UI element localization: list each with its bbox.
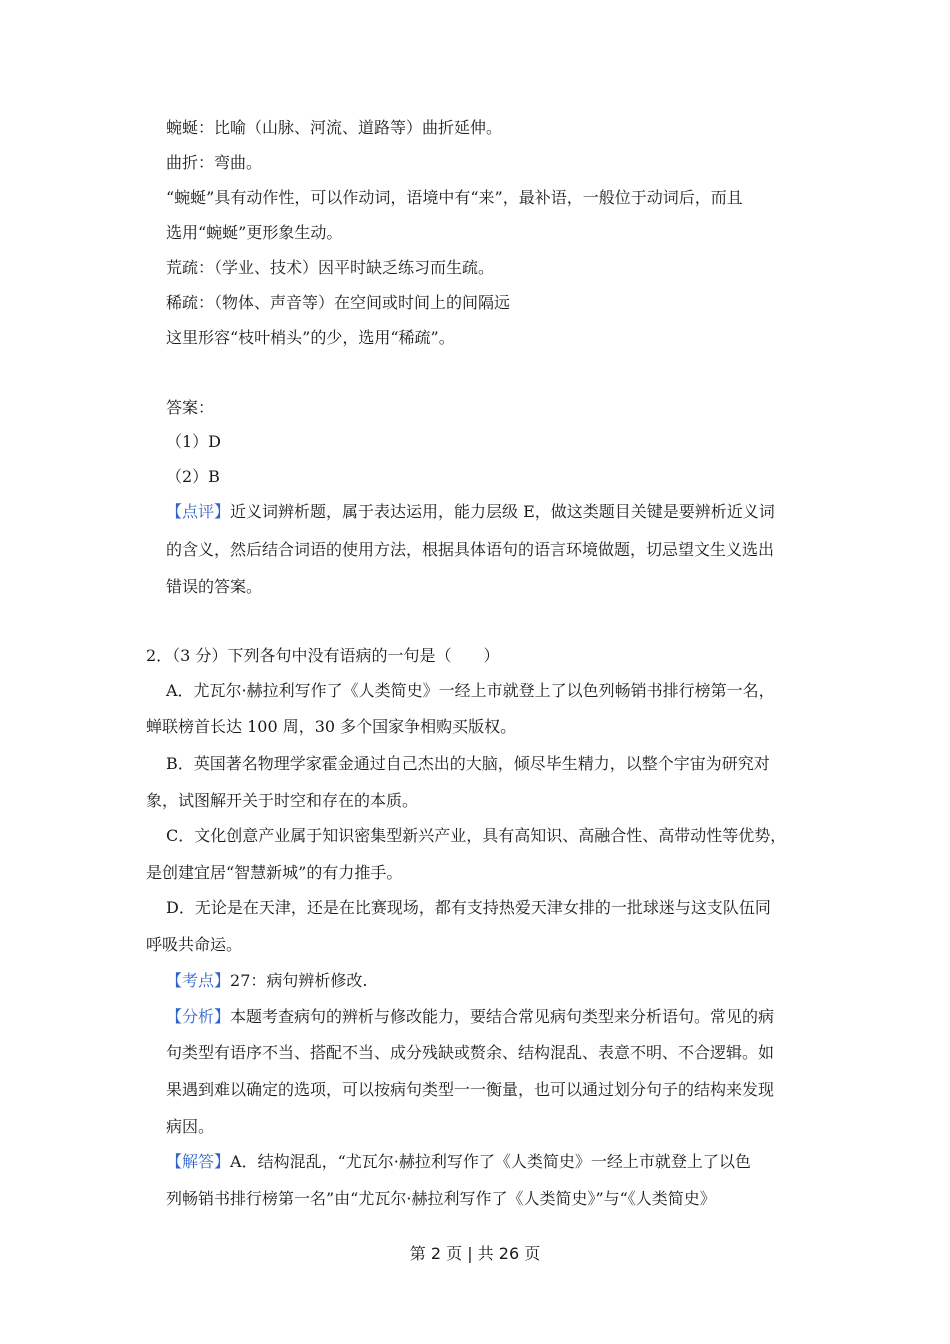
text-line: 稀疏：（物体、声音等）在空间或时间上的间隔远 xyxy=(166,293,511,312)
option-d-line2: 呼吸共命运。 xyxy=(146,935,243,954)
kaodian-tag: 【考点】 xyxy=(166,971,231,990)
jieda-line xyxy=(166,1151,751,1173)
text-line: 这里形容“枝叶梢头”的少，选用“稀疏”。 xyxy=(166,328,455,347)
answer-item: （2）B xyxy=(166,467,220,486)
comment-line: 的含义，然后结合词语的使用方法，根据具体语句的语言环境做题，切忌望文生义选出 xyxy=(166,540,775,559)
text-line: 蜿蜒：比喻（山脉、河流、道路等）曲折延伸。 xyxy=(166,118,503,137)
option-d-line1: D．无论是在天津，还是在比赛现场，都有支持热爱天津女排的一批球迷与这支队伍同 xyxy=(166,898,771,917)
question-stem: 2．（3 分）下列各句中没有语病的一句是（ ） xyxy=(146,646,500,665)
jieda-text: A．结构混乱，“尤瓦尔·赫拉利写作了《人类简史》一经上市就登上了以色 xyxy=(230,1152,751,1171)
text-line: 选用“蜿蜒”更形象生动。 xyxy=(166,223,343,242)
jieda-line: 列畅销书排行榜第一名”由“尤瓦尔·赫拉利写作了《人类简史》”与“《人类简史》 xyxy=(166,1189,716,1208)
jieda-tag: 【解答】 xyxy=(166,1152,231,1171)
comment-line: 错误的答案。 xyxy=(166,577,263,596)
fenxi-text: 本题考查病句的辨析与修改能力，要结合常见病句类型来分析语句。常见的病 xyxy=(230,1007,775,1026)
fenxi-line: 病因。 xyxy=(166,1117,215,1136)
option-a-line1: A．尤瓦尔·赫拉利写作了《人类简史》一经上市就登上了以色列畅销书排行榜第一名， xyxy=(166,681,775,700)
option-b-line1: B．英国著名物理学家霍金通过自己杰出的大脑，倾尽毕生精力，以整个宇宙为研究对 xyxy=(166,754,770,773)
option-b-line2: 象，试图解开关于时空和存在的本质。 xyxy=(146,791,419,810)
fenxi-line: 句类型有语序不当、搭配不当、成分残缺或赘余、结构混乱、表意不明、不合逻辑。如 xyxy=(166,1043,775,1062)
fenxi-line: 果遇到难以确定的选项，可以按病句类型一一衡量，也可以通过划分句子的结构来发现 xyxy=(166,1080,775,1099)
fenxi-line xyxy=(166,1006,774,1028)
answer-label: 答案： xyxy=(166,398,215,417)
option-a-line2: 蝉联榜首长达 100 周，30 多个国家争相购买版权。 xyxy=(146,717,517,736)
fenxi-tag: 【分析】 xyxy=(166,1007,231,1026)
kaodian-line xyxy=(166,970,367,992)
option-c-line2: 是创建宜居“智慧新城”的有力推手。 xyxy=(146,863,403,882)
comment-line xyxy=(166,501,775,523)
text-line: 曲折：弯曲。 xyxy=(166,153,263,172)
comment-text: 近义词辨析题，属于表达运用，能力层级 E，做这类题目关键是要辨析近义词 xyxy=(230,502,775,521)
answer-item: （1）D xyxy=(166,432,222,451)
kaodian-text: 27：病句辨析修改. xyxy=(230,971,368,990)
option-c-line1: C．文化创意产业属于知识密集型新兴产业，具有高知识、高融合性、高带动性等优势， xyxy=(166,826,787,845)
comment-tag: 【点评】 xyxy=(166,502,231,521)
page-footer: 第 2 页 | 共 26 页 xyxy=(409,1244,541,1263)
text-line: 荒疏：（学业、技术）因平时缺乏练习而生疏。 xyxy=(166,258,495,277)
text-line: “蜿蜒”具有动作性，可以作动词，语境中有“来”，最补语，一般位于动词后，而且 xyxy=(166,188,743,207)
